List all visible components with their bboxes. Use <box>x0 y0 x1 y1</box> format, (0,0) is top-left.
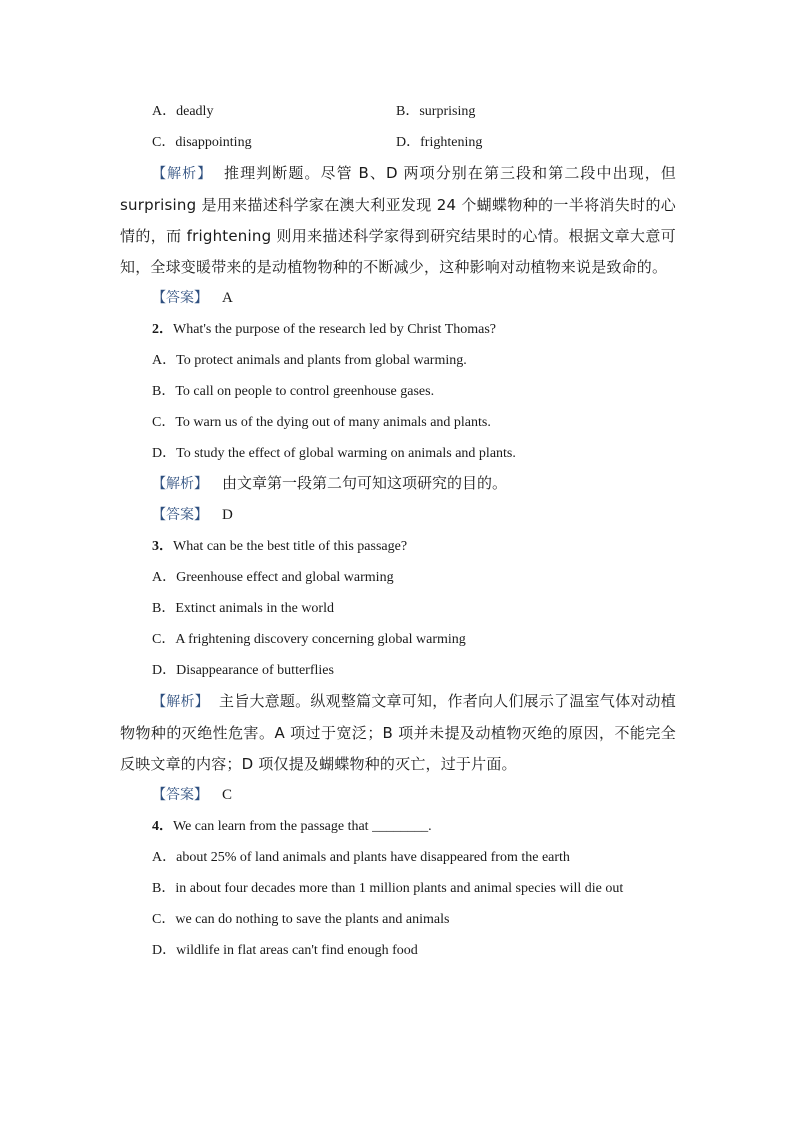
q2-option-b: B．To call on people to control greenhouse gases. <box>152 384 435 399</box>
q1-option-a: A．deadly <box>152 104 214 119</box>
q4-stem: 4．We can learn from the passage that ________. <box>152 819 432 834</box>
q1-answer <box>120 283 676 314</box>
answer-tag: 【答案】 <box>152 507 208 523</box>
q3-answer-value: C <box>222 787 233 803</box>
q2-analysis <box>120 469 676 500</box>
q2-stem: 2．What's the purpose of the research led by Christ Thomas? <box>152 322 497 337</box>
analysis-tag: 【解析】 <box>152 476 208 492</box>
q3-analysis <box>120 686 676 780</box>
q1-option-d: D．frightening <box>396 135 483 150</box>
analysis-tag: 【解析】 <box>152 166 213 182</box>
q3-answer <box>120 780 676 811</box>
q3-option-c: C．A frightening discovery concerning global warming <box>152 632 466 647</box>
q3-option-d: D．Disappearance of butterflies <box>152 663 334 678</box>
q1-option-b: B．surprising <box>396 104 476 119</box>
q2-number: 2． <box>152 322 173 337</box>
q3-number: 3． <box>152 539 173 554</box>
q3-stem: 3．What can be the best title of this passage? <box>152 539 408 554</box>
q4-number: 4． <box>152 819 173 834</box>
q3-option-a: A．Greenhouse effect and global warming <box>152 570 394 585</box>
q2-option-c: C．To warn us of the dying out of many animals and plants. <box>152 415 491 430</box>
q2-option-d: D．To study the effect of global warming on animals and plants. <box>152 446 516 461</box>
q2-option-a: A．To protect animals and plants from global warming. <box>152 353 467 368</box>
q4-option-b: B．in about four decades more than 1 million plants and animal species will die out <box>152 881 624 896</box>
q1-option-c: C．disappointing <box>152 135 252 150</box>
answer-tag: 【答案】 <box>152 787 208 803</box>
answer-tag: 【答案】 <box>152 290 208 306</box>
q1-analysis <box>120 158 676 283</box>
q3-option-b: B．Extinct animals in the world <box>152 601 334 616</box>
q1-options-row-1 <box>120 96 676 127</box>
q2-analysis-text: 由文章第一段第二句可知这项研究的目的。 <box>222 476 508 492</box>
q2-answer-value: D <box>222 507 233 523</box>
q1-answer-value: A <box>222 290 233 306</box>
q4-option-c: C．we can do nothing to save the plants and animals <box>152 912 450 927</box>
q4-option-d: D．wildlife in flat areas can't find enough food <box>152 943 418 958</box>
q2-answer <box>120 500 676 531</box>
q4-option-a: A．about 25% of land animals and plants have disappeared from the earth <box>152 850 570 865</box>
q3-analysis-text: 主旨大意题。纵观整篇文章可知，作者向人们展示了温室气体对动植物物种的灭绝性危害。A 项过于宽泛；B 项并未提及动植物灭绝的原因，不能完全反映文章的内容；D 项仅提及蝴蝶物种的灭亡，过于片面。 <box>120 692 676 773</box>
q1-options-row-2 <box>120 127 676 158</box>
q1-analysis-text: 推理判断题。尽管 B、D 两项分别在第三段和第二段中出现，但 surprising 是用来描述科学家在澳大利亚发现 24 个蝴蝶物种的一半将消失时的心情的，而 frightening 则用来描述科学家得到研究结果时的心情。根据文章大意可知，全球变暖带来的是动植物物种的不断减少，这种影响对动植物来说是致命的。 <box>120 164 677 276</box>
analysis-tag: 【解析】 <box>152 694 209 710</box>
document-page <box>120 96 676 966</box>
